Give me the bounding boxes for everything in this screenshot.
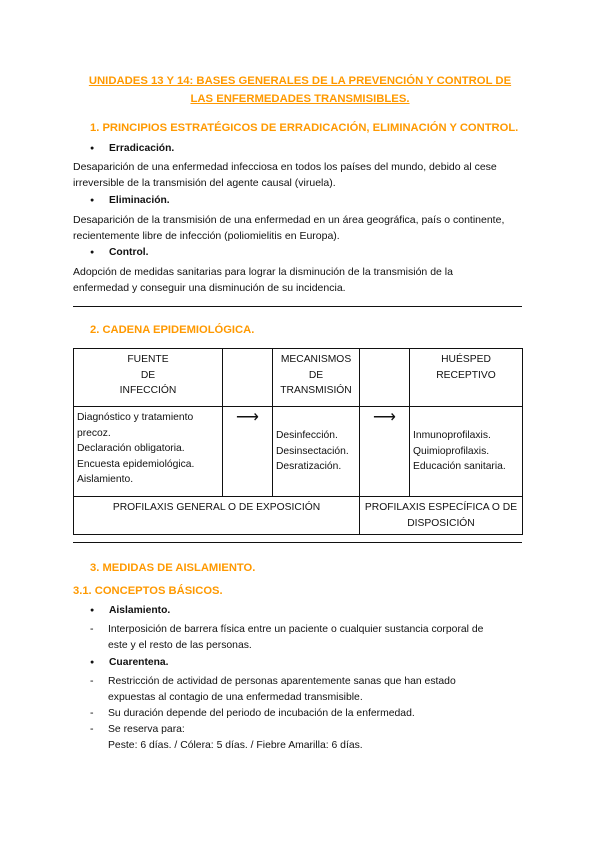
epidemiological-chain-table [73,348,523,535]
bullet-aislamiento: ● Aislamiento. [109,605,170,616]
cuarentena-text-3: Se reserva para: Peste: 6 días. / Cólera: 5 días. / Fiebre Amarilla: 6 días. [108,724,363,751]
document-title: UNIDADES 13 Y 14: BASES GENERALES DE LA PREVENCIÓN Y CONTROL DE LAS ENFERMEDADES TRANSMISIBLES. [88,75,512,105]
erradicacion-text: Desaparición de una enfermedad infecciosa en todos los países del mundo, debido al cese irreversible de la transmisión del agente causal (viruela). [73,161,497,189]
section1-heading: 1. PRINCIPIOS ESTRATÉGICOS DE ERRADICACIÓN, ELIMINACIÓN Y CONTROL. [90,122,519,134]
bullet-erradicacion: ● Erradicación. [109,143,174,154]
header-huesped: HUÉSPED RECEPTIVO [410,349,523,407]
cuarentena-text-1: Restricción de actividad de personas aparentemente sanas que han estado expuestas al contagio de una enfermedad transmisible. [108,676,456,703]
divider [73,542,522,543]
divider [73,306,522,307]
dash-marker: - [90,623,94,635]
dash-marker: - [90,675,94,687]
section3-heading: 3. MEDIDAS DE AISLAMIENTO. [90,562,256,574]
eliminacion-text: Desaparición de la transmisión de una enfermedad en un área geográfica, país o continente, recientemente libre de infección (poliomielitis en Europa). [73,214,505,242]
footer-profilaxis-especifica: PROFILAXIS ESPECÍFICA O DE DISPOSICIÓN [360,497,523,535]
aislamiento-text: Interposición de barrera física entre un paciente o cualquier sustancia corporal de este y el resto de las personas. [108,624,484,651]
cell-mecanismos-measures: Desinfección. Desinsectación. Desratización. [273,407,360,497]
footer-profilaxis-general: PROFILAXIS GENERAL O DE EXPOSICIÓN [74,497,360,535]
subsection-heading: 3.1. CONCEPTOS BÁSICOS. [73,585,223,597]
bullet-cuarentena: ● Cuarentena. [109,657,169,668]
cell-huesped-measures: Inmunoprofilaxis. Quimioprofilaxis. Educación sanitaria. [410,407,523,497]
bullet-control: ● Control. [109,247,148,258]
header-mecanismos: MECANISMOS DE TRANSMISIÓN [273,349,360,407]
dash-marker: - [90,723,94,735]
control-text: Adopción de medidas sanitarias para lograr la disminución de la transmisión de la enfermedad y conseguir una disminución de su incidencia. [73,266,453,294]
section2-heading: 2. CADENA EPIDEMIOLÓGICA. [90,324,255,336]
dash-marker: - [90,707,94,719]
header-fuente: FUENTE DE INFECCIÓN [74,349,223,407]
cell-fuente-measures: Diagnóstico y tratamiento precoz. Declaración obligatoria. Encuesta epidemiológica. Aislamiento. [74,407,223,497]
arrow-right-icon: ⟶ [223,407,273,497]
bullet-eliminacion: ● Eliminación. [109,195,170,206]
arrow-right-icon: ⟶ [360,407,410,497]
cuarentena-text-2: Su duración depende del periodo de incubación de la enfermedad. [108,708,415,719]
